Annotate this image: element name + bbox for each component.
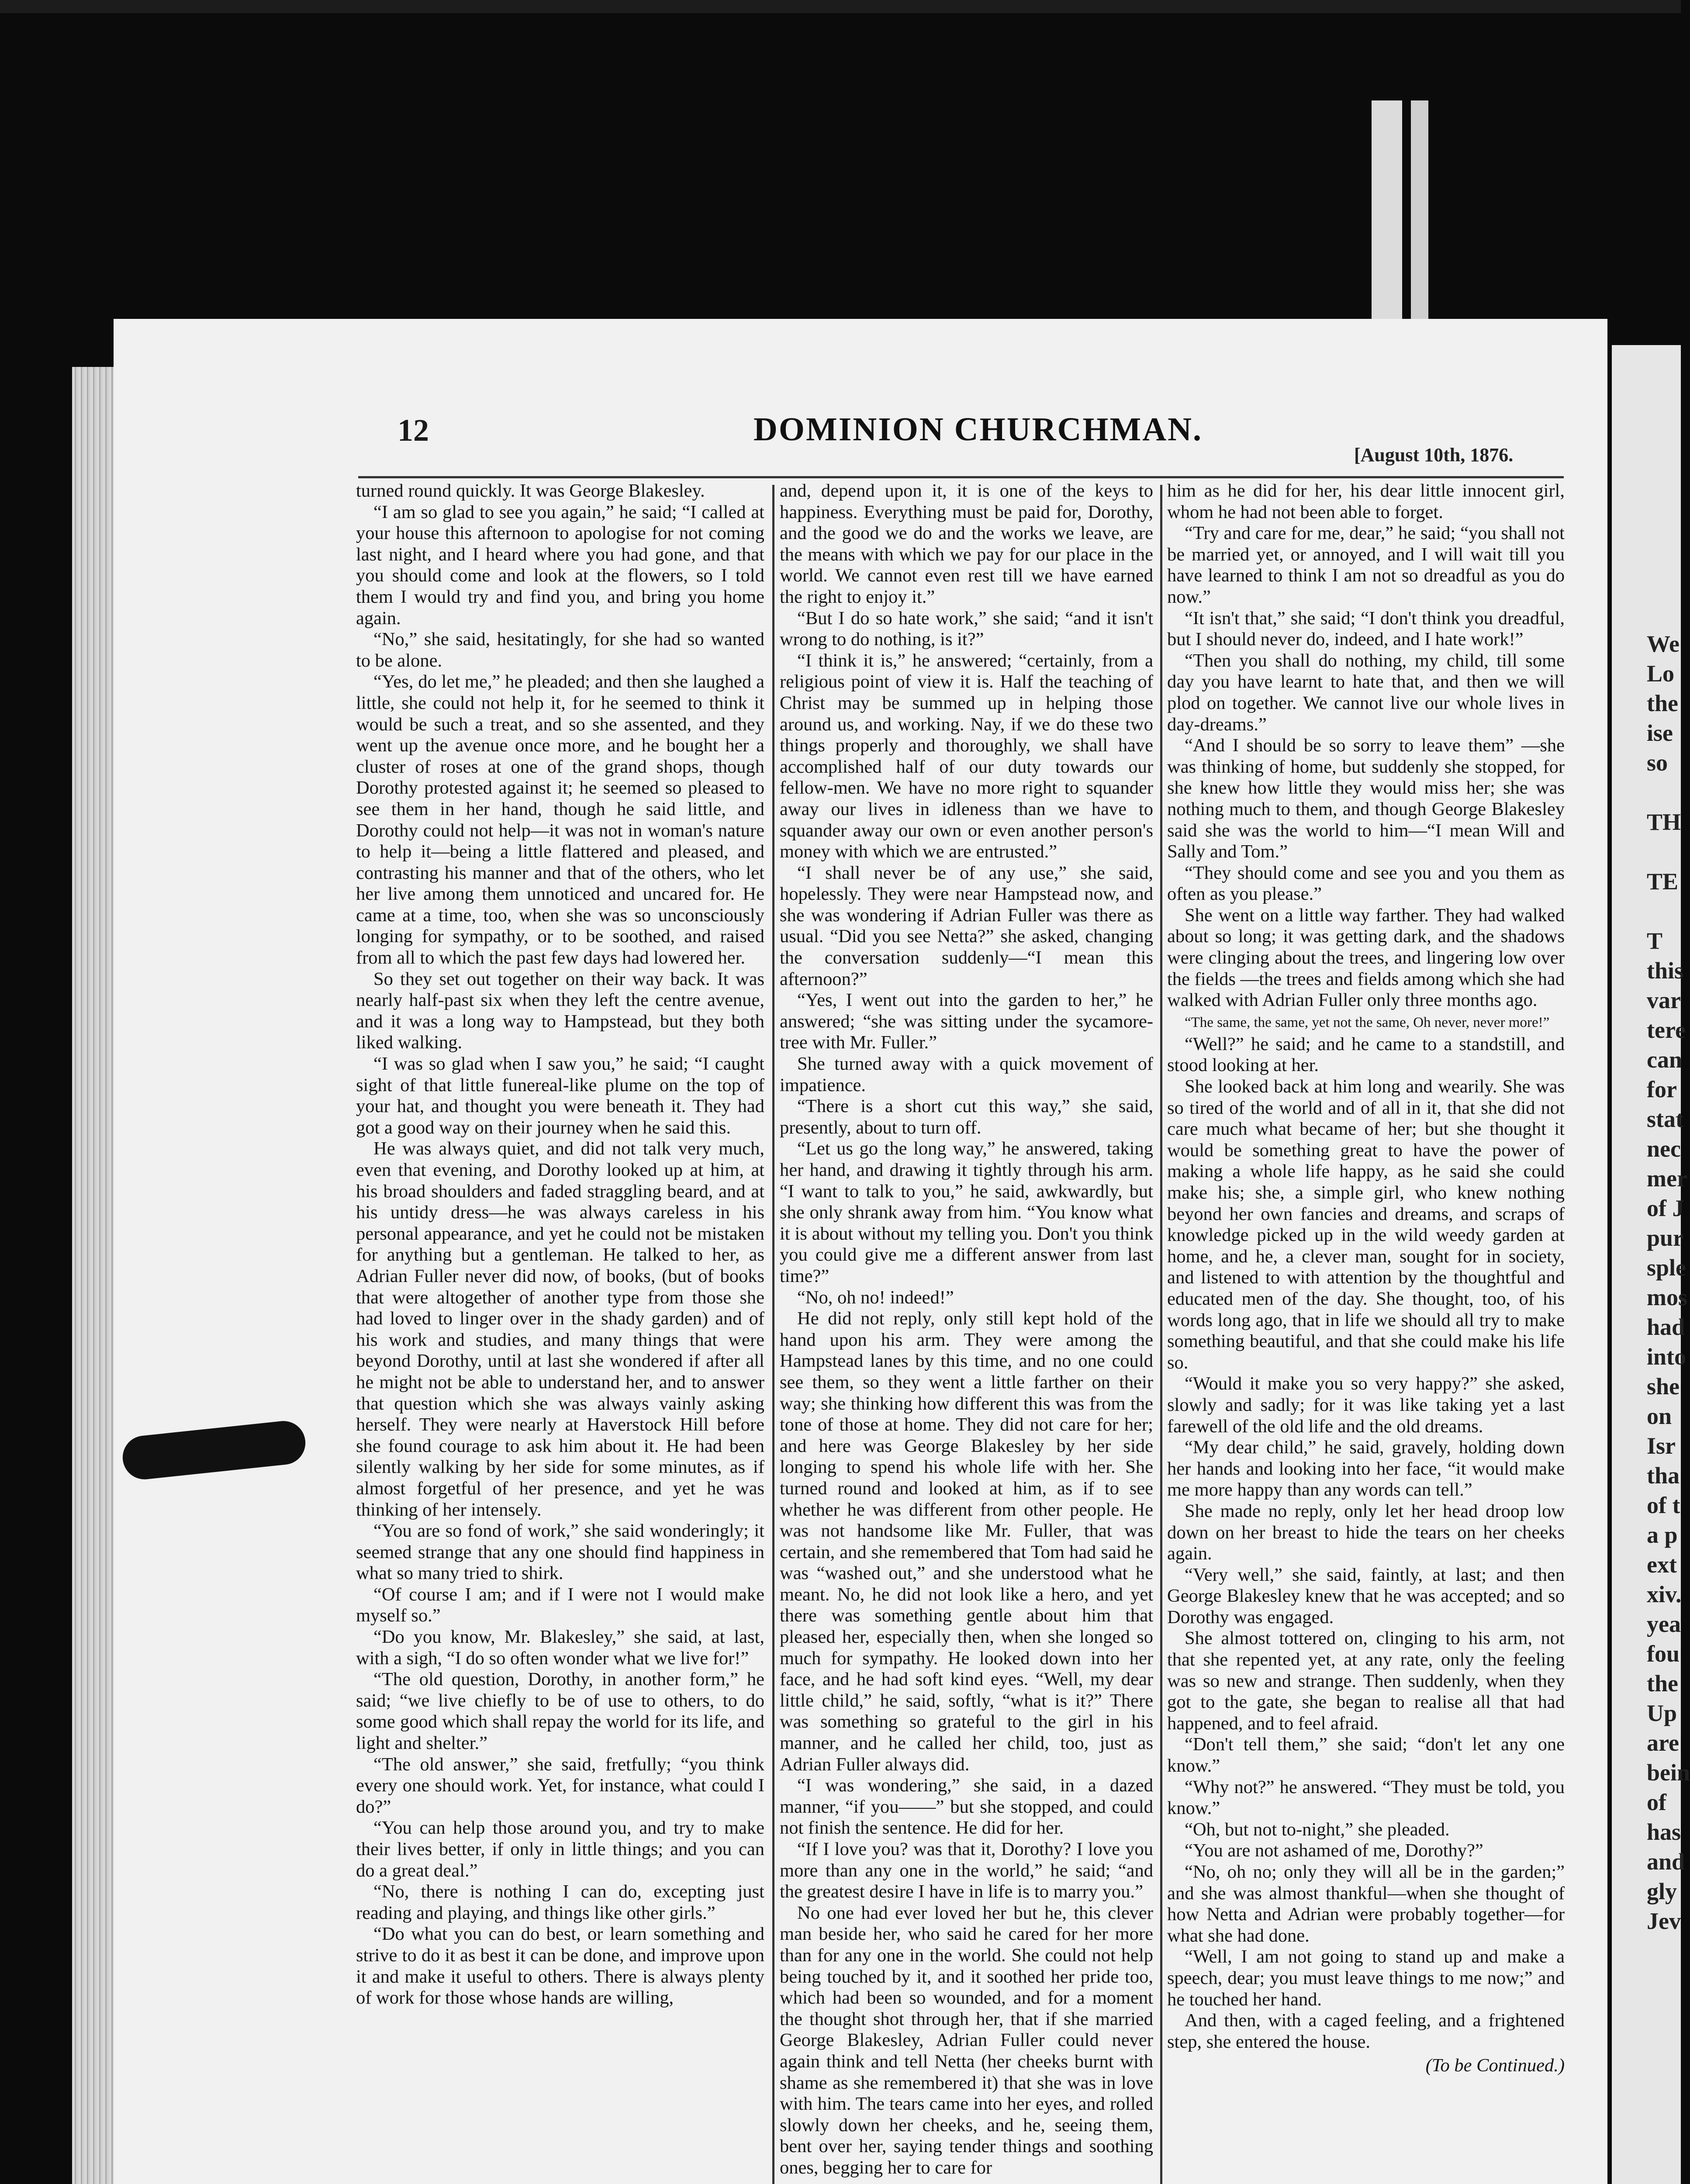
facing-page-fragment: ise (1647, 720, 1673, 746)
paragraph: And then, with a caged feeling, and a frightened step, she entered the house. (1167, 2010, 1565, 2052)
facing-page-fragment: has (1647, 1819, 1681, 1845)
paragraph: “You can help those around you, and try to make their lives better, if only in little things; and you can do a great deal.” (356, 1818, 764, 1881)
facing-page-fragment: ext (1647, 1552, 1677, 1578)
facing-page-fragment: for (1647, 1076, 1677, 1102)
paragraph: “But I do so hate work,” she said; “and it isn't wrong to do nothing, is it?” (780, 608, 1153, 650)
paragraph: “I am so glad to see you again,” he said; “I called at your house this afternoon to apologise for not coming last night, and I heard where you had gone, and that you should come and look at the flowers, so I told them I would try and find you, and bring you home again. (356, 501, 764, 629)
paragraph: “Well?” he said; and he came to a standstill, and stood looking at her. (1167, 1033, 1565, 1076)
facing-page-fragment: T (1647, 928, 1663, 954)
column-rule (1160, 485, 1162, 2184)
facing-page-fragment: xiv. (1647, 1581, 1682, 1607)
facing-page-fragment: mos (1647, 1284, 1687, 1310)
paragraph: and, depend upon it, it is one of the keys to happiness. Everything must be paid for, Dorothy, and the good we do and the works we leave, are the means with which we pay for our place in the world. We cannot even rest till we have earned the right to enjoy it.” (780, 480, 1153, 607)
paragraph: “It isn't that,” she said; “I don't think you dreadful, but I should never do, indeed, and I hate work!” (1167, 608, 1565, 650)
facing-page-fragment: TH (1647, 809, 1681, 835)
facing-page-fragment: We (1647, 631, 1680, 657)
facing-page-fragment: TE (1647, 868, 1679, 895)
paragraph: “Do what you can do best, or learn something and strive to do it as best it can be done, and improve upon it and make it useful to others. There is always plenty of work for those whose hands are willing, (356, 1924, 764, 2008)
facing-page-fragment: Isr (1647, 1433, 1676, 1459)
facing-page-fragment: a p (1647, 1522, 1678, 1548)
paragraph: “Yes, do let me,” he pleaded; and then she laughed a little, she could not help it, for he seemed to think it would be such a treat, and so she assented, and they went up the avenue once more, and he bought her a cluster of roses at one of the grand shops, though Dorothy protested against it; he seemed so pleased to see them in her hand, though he said little, and Dorothy could not help—it was not in woman's nature to help it—being a little flattered and pleased, and contrasting his manner and that of the others, who let her live among them unnoticed and uncared for. He came at a time, too, when she was so unconsciously longing for sympathy, or to be soothed, and raised from all to which the past few days had lowered her. (356, 671, 764, 968)
film-top-edge (0, 0, 1681, 13)
paragraph: “They should come and see you and you them as often as you please.” (1167, 862, 1565, 905)
paragraph: “The same, the same, yet not the same, Oh never, never more!” (1185, 1014, 1550, 1030)
text-column-1 (356, 480, 764, 2184)
paragraph: “Would it make you so very happy?” she asked, slowly and sadly; for it was like taking yet a last farewell of the old life and the old dreams. (1167, 1373, 1565, 1437)
facing-page-fragment: so (1647, 750, 1668, 776)
film-light-strip (1411, 100, 1428, 328)
facing-page-fragment: Lo (1647, 660, 1675, 687)
facing-page-fragment: can (1647, 1047, 1682, 1073)
paragraph: “The old answer,” she said, fretfully; “you think every one should work. Yet, for instance, what could I do?” (356, 1754, 764, 1817)
paragraph: “Try and care for me, dear,” he said; “you shall not be married yet, or annoyed, and I will wait till you have learned to think I am not so dreadful as you do now.” (1167, 523, 1565, 607)
paragraph: She turned away with a quick movement of impatience. (780, 1054, 1153, 1095)
facing-page-fragment: fou (1647, 1641, 1680, 1667)
paragraph: “Do you know, Mr. Blakesley,” she said, at last, with a sigh, “I do so often wonder what we live for!” (356, 1627, 764, 1669)
paragraph: “If I love you? was that it, Dorothy? I love you more than any one in the world,” he said; “and the greatest desire I have in life is to marry you.” (780, 1839, 1153, 1902)
facing-page-fragment (1647, 778, 1681, 807)
paragraph: “You are not ashamed of me, Dorothy?” (1185, 1840, 1483, 1861)
paragraph: She made no reply, only let her head droop low down on her breast to hide the tears on her cheeks again. (1167, 1500, 1565, 1564)
paragraph: “Why not?” he answered. “They must be told, you know.” (1167, 1776, 1565, 1819)
facing-page-fragment: sple (1647, 1254, 1687, 1281)
facing-page-fragment: of t (1647, 1492, 1680, 1518)
column-rule (772, 485, 774, 2184)
facing-page-fragment: and (1647, 1849, 1685, 1875)
paragraph: So they set out together on their way back. It was nearly half-past six when they left the centre avenue, and it was a long way to Hampstead, but they both liked walking. (356, 968, 764, 1053)
paragraph: “No, oh no! indeed!” (797, 1287, 954, 1308)
paragraph: “I was so glad when I saw you,” he said; “I caught sight of that little funereal-like plume on the top of your hat, and thought you were beneath it. They had got a good way on their journey when he said this. (356, 1054, 764, 1138)
paragraph: He did not reply, only still kept hold of the hand upon his arm. They were among the Hampstead lanes by this time, and no one could see them, so they went a little farther on their way; she thinking how different this was from the tone of those at home. They did not care for her; and here was George Blakesley by her side longing to spend his whole life with her. She turned round and looked at him, as if to see whether he was different from other people. He was not handsome like Mr. Fuller, that was certain, and she remembered that Tom had said he was “washed out,” and she understood what he meant. No, he did not look like a hero, and yet there was something gentle about him that pleased her, especially then, when she longed so much for sympathy. He looked down into her face, and he had soft kind eyes. “Well, my dear little child,” he said, softly, “what is it?” There was something so grateful to the girl in his manner, and he called her child, too, just as Adrian Fuller always did. (780, 1308, 1153, 1775)
facing-page-fragment (1647, 837, 1681, 867)
issue-date: [August 10th, 1876. (1354, 444, 1514, 466)
paragraph: “Yes, I went out into the garden to her,” he answered; “she was sitting under the sycamore-tree with Mr. Fuller.” (780, 990, 1153, 1053)
paragraph: “I shall never be of any use,” she said, hopelessly. They were near Hampstead now, and she was wondering if Adrian Fuller was there as usual. “Did you see Netta?” she asked, changing the conversation suddenly—“I mean this afternoon?” (780, 862, 1153, 989)
facing-page-fragment: are (1647, 1730, 1679, 1756)
paragraph: “No,” she said, hesitatingly, for she had so wanted to be alone. (356, 629, 764, 671)
facing-page-fragment: Jev (1647, 1908, 1681, 1934)
paragraph: “No, oh no; only they will all be in the garden;” and she was almost thankful—when she thought of how Netta and Adrian were probably together—for what she had done. (1167, 1862, 1565, 1946)
facing-page-fragment: tere (1647, 1017, 1686, 1043)
paragraph: him as he did for her, his dear little innocent girl, whom he had not been able to forget. (1167, 480, 1565, 522)
paragraph: “No, there is nothing I can do, excepting just reading and playing, and things like other girls.” (356, 1881, 764, 1923)
masthead-title: DOMINION CHURCHMAN. (753, 411, 1203, 448)
paragraph: “I was wondering,” she said, in a dazed manner, “if you——” but she stopped, and could not finish the sentence. He did for her. (780, 1775, 1153, 1838)
facing-page-fragment: Up (1647, 1700, 1677, 1726)
paragraph: He was always quiet, and did not talk very much, even that evening, and Dorothy looked up at him, at his broad shoulders and faded straggling beard, and at his untidy dress—he was always careless in his personal appearance, and yet he could not be mistaken for anything but a gentleman. He talked to her, as Adrian Fuller never did now, of books, (but of books that were altogether of another type from those she had loved to linger over in the shady garden) and of his work and studies, and many things that were beyond Dorothy, until at last she wondered if after all he might not be able to understand her, and to answer that question which she was always vainly asking herself. They were nearly at Haverstock Hill before she found courage to ask him about it. He had been silently walking by her side for some minutes, as if almost forgetful of her presence, and yet he was thinking of her intensely. (356, 1138, 764, 1520)
paragraph: “Let us go the long way,” he answered, taking her hand, and drawing it tightly through his arm. “I want to talk to you,” he said, awkwardly, but she only shrank away from him. “You know what it is about without my telling you. Don't you think you could give me a different answer from last time?” (780, 1138, 1153, 1286)
paragraph: “There is a short cut this way,” she said, presently, about to turn off. (780, 1096, 1153, 1138)
text-column-3 (1167, 480, 1565, 2184)
facing-page-fragment: of (1647, 1789, 1666, 1815)
facing-page-fragment: the (1647, 690, 1678, 716)
facing-page-fragment: this (1647, 957, 1684, 984)
paragraph: “Don't tell them,” she said; “don't let any one know.” (1167, 1734, 1565, 1776)
text-column-2 (780, 480, 1153, 2184)
facing-page-fragment: had (1647, 1314, 1685, 1340)
facing-page-fragment: of J (1647, 1195, 1684, 1221)
facing-page-fragment: the (1647, 1670, 1678, 1697)
facing-page-fragment (1647, 896, 1681, 926)
paragraph: (To be Continued.) (1425, 2055, 1565, 2076)
facing-page-fragment: she (1647, 1373, 1680, 1400)
paragraph: “Then you shall do nothing, my child, till some day you have learnt to hate that, and then we will plod on together. We cannot live our whole lives in day-dreams.” (1167, 650, 1565, 735)
facing-page-fragment: yea (1647, 1611, 1681, 1637)
paragraph: turned round quickly. It was George Blakesley. (356, 480, 705, 501)
facing-page-fragment: mer (1647, 1165, 1687, 1192)
paragraph: She looked back at him long and wearily. She was so tired of the world and of all in it, that she did not care much what became of her; but she thought it would be something great to have the power of making a whole life happy, as he said she could make his; she, a simple girl, who knew nothing beyond her own fancies and dreams, and scraps of knowledge picked up in the wild weedy garden at home, and he, a clever man, sought for in society, and listened to with attention by the thoughtful and educated men of the day. She thought, too, of his words long ago, that in life we should all try to make something beautiful, and that she could make his life so. (1167, 1076, 1565, 1373)
paragraph: “Very well,” she said, faintly, at last; and then George Blakesley knew that he was accepted; and so Dorothy was engaged. (1167, 1564, 1565, 1628)
paragraph: “The old question, Dorothy, in another form,” he said; “we live chiefly to be of use to others, to do some good which shall repay the world for its life, and light and shelter.” (356, 1669, 764, 1754)
paragraph: “You are so fond of work,” she said wonderingly; it seemed strange that any one should find happiness in what so many tried to shirk. (356, 1521, 764, 1584)
paragraph: “I think it is,” he answered; “certainly, from a religious point of view it is. Half the teaching of Christ may be summed up in helping those around us, and working. Nay, if we do these two things properly and thoroughly, we shall have accomplished half of our duty towards our fellow-men. We have no more right to squander away our lives in idleness than we have to squander away our own or even another person's money with which we are entrusted.” (780, 650, 1153, 862)
facing-page-fragment: var (1647, 987, 1681, 1013)
facing-page-fragment: stat (1647, 1106, 1683, 1132)
facing-page-fragment: bein (1647, 1759, 1690, 1786)
header-rule (358, 476, 1564, 478)
facing-page-text (1647, 629, 1690, 2158)
facing-page-fragment: into (1647, 1344, 1687, 1370)
paragraph: “Well, I am not going to stand up and make a speech, dear; you must leave things to me now;” and he touched her hand. (1167, 1946, 1565, 2010)
facing-page-fragment: nec (1647, 1136, 1681, 1162)
paragraph: She almost tottered on, clinging to his arm, not that she repented yet, at any rate, only the feeling was so new and strange. Then suddenly, when they got to the gate, she began to realise all that had happened, and to feel afraid. (1167, 1628, 1565, 1734)
paragraph: No one had ever loved her but he, this clever man beside her, who said he cared for her more than for any one in the world. She could not help being touched by it, and it soothed her pride too, which had been so wounded, and for a moment the thought shot through her, that if she married George Blakesley, Adrian Fuller could never again think and tell Netta (her cheeks burnt with shame as she remembered it) that she was in love with him. The tears came into her eyes, and rolled slowly down her cheeks, and he, seeing them, bent over her, saying tender things and soothing ones, begging her to care for (780, 1902, 1153, 2178)
facing-page-fragment: gly (1647, 1878, 1677, 1904)
paragraph: She went on a little way farther. They had walked about so long; it was getting dark, and the shadows were clinging about the trees, and lingering low over the fields —the trees and fields among which she had walked with Adrian Fuller only three months ago. (1167, 905, 1565, 1011)
paragraph: “Of course I am; and if I were not I would make myself so.” (356, 1584, 764, 1626)
paragraph: “Oh, but not to-night,” she pleaded. (1185, 1819, 1450, 1840)
facing-page-fragment: tha (1647, 1462, 1680, 1489)
film-light-strip (1372, 100, 1402, 328)
page-number: 12 (397, 413, 429, 448)
page-header (358, 411, 1546, 467)
paragraph: “My dear child,” he said, gravely, holding down her hands and looking into her face, “it would make me more happy than any words can tell.” (1167, 1437, 1565, 1500)
facing-page-fragment: on (1647, 1403, 1672, 1429)
paragraph: “And I should be so sorry to leave them” —she was thinking of home, but suddenly she stopped, for she knew how little they would miss her; she was nothing much to them, and though George Blakesley said she was the world to him—“I mean Will and Sally and Tom.” (1167, 735, 1565, 862)
facing-page-fragment: pur (1647, 1225, 1684, 1251)
